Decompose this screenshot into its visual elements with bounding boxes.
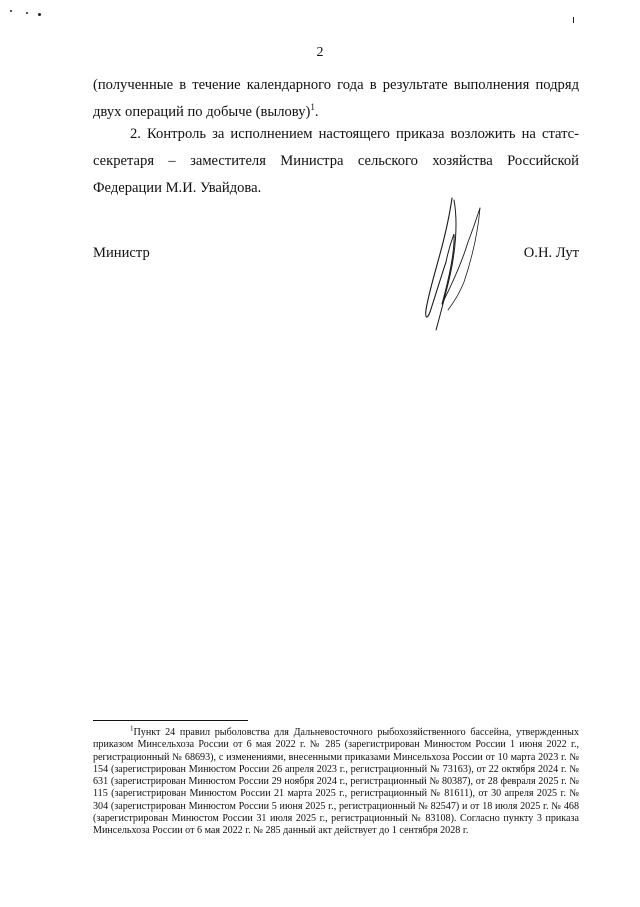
signer-title: Министр — [93, 245, 150, 261]
paragraph-end: . — [314, 104, 319, 120]
page-number: 2 — [316, 45, 324, 60]
signature-block — [93, 241, 579, 265]
footnote-reference: 1 — [310, 102, 315, 113]
handwritten-signature — [418, 192, 490, 334]
paragraph-text: (полученные в течение календарного года в результате выполнения подряд двух операций по добыче (вылову) — [93, 77, 579, 120]
scan-speck — [573, 17, 574, 23]
scan-speck — [38, 13, 41, 16]
paragraph-control — [93, 121, 579, 202]
scan-speck — [10, 10, 12, 12]
footnote-mark: 1 — [130, 724, 134, 733]
footnote — [93, 724, 579, 838]
footnote-text: Пункт 24 правил рыболовства для Дальневосточного рыбохозяйственного бассейна, утвержденных приказом Минсельхоза России от 6 мая 2022 г. № 285 (зарегистрирован Минюстом России 1 июня 2022 г., регистрационный № 68693), с изменениями, внесенными приказами Минсельхоза России от 10 марта 2023 г. № 154 (зарегистрирован Минюстом России 26 апреля 2023 г., регистрационный № 73163), от 22 октября 2024 г. № 631 (зарегистрирован Минюстом России 29 ноября 2024 г., регистрационный № 80387), от 28 февраля 2025 г. № 115 (зарегистрирован Минюстом России 21 марта 2025 г., регистрационный № 81611), от 30 апреля 2025 г. № 304 (зарегистрирован Минюстом России 5 июня 2025 г., регистрационный № 82547) и от 18 июля 2025 г. № 468 (зарегистрирован Минюстом России 31 июля 2025 г., регистрационный № 83108). Согласно пункту 3 приказа Минсельхоза России от 6 мая 2022 г. № 285 данный акт действует до 1 сентября 2028 г. — [93, 727, 579, 837]
signer-name: О.Н. Лут — [523, 245, 579, 261]
scan-speck — [26, 12, 28, 14]
paragraph-text: 2. Контроль за исполнением настоящего приказа возложить на статс-секретаря – заместителя Министра сельского хозяйства Российской Федерации М.И. Увайдова. — [93, 126, 579, 196]
paragraph-continuation — [93, 72, 579, 126]
footnote-separator — [93, 720, 248, 721]
